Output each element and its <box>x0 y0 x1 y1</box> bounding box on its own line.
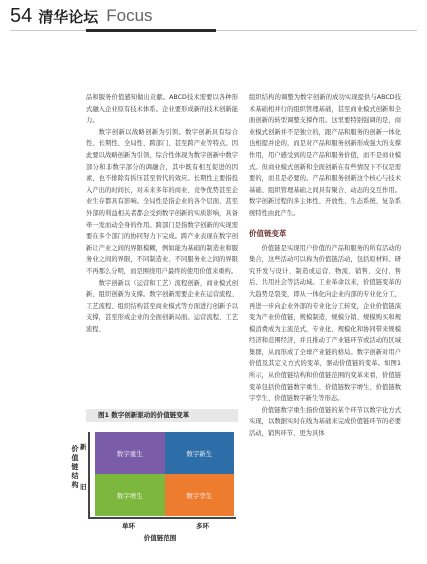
page-header <box>10 2 153 30</box>
cell-label: 数字新生 <box>186 449 213 458</box>
cell-digital-twin <box>165 474 235 516</box>
section-title-english: Focus <box>106 6 153 25</box>
y-tick-old: 旧 <box>80 483 87 491</box>
cell-digital-rebirth <box>95 432 165 474</box>
cell-digital-newborn <box>165 432 235 474</box>
y-axis-label: 价值链结构 <box>71 445 79 489</box>
cell-label: 数字孪生 <box>186 491 213 500</box>
paragraph: 数字创新以（运营和工艺）流程创新，商业模式创新、组织创新为支撑。数字创新需要企业在运营流程、工艺流程、组织结构甚至商业模式等方面进行创新予以支撑，甚至形成企业的全面创新局面。运营流程、工艺流程、 <box>86 279 238 333</box>
section-title: 清华论坛 <box>38 7 99 26</box>
left-column <box>86 92 238 335</box>
cell-label: 数字重生 <box>116 449 143 458</box>
paragraph: 品和服务价值感知做出贡献。ABCD技术需要以各种形式融入企业原有技术体系。企业要形成新的技术创新能力。 <box>86 94 238 125</box>
subheading: 价值链变革 <box>249 228 287 238</box>
page-number: 54 <box>10 4 33 27</box>
x-axis-line <box>88 517 236 519</box>
x-tick-multi: 多环 <box>196 522 209 530</box>
figure-title: 图1 数字创新驱动的价值链变革 <box>98 411 190 419</box>
paragraph: 组织结构的调整为数字创新的成功实现提供与ABCD技术基础相并行的组织管理基础，甚至商业模式创新和全面创新的转型调整支撑作用。这里要特别强调的是，商业模式创新并不是独立的，跟产品和服务的创新一体化也相提并论的，而是对产品和服务创新形成强大的支撑作用，用户感受到的是产品和服务价值，而不是商业模式。但商业模式创新和全面创新在有些情况下不仅是需要的，而且是必要的。产品和服务创新这个核心与技术基础、组织管理基础之间具有聚合、动态的交互作用。数字创新过程的多主体性、开放性、生态系统、复杂系统特性由此产生。 <box>249 94 401 217</box>
y-tick-new: 新 <box>80 443 87 451</box>
cell-digital-growth <box>95 474 165 516</box>
x-axis-label: 价值链范围 <box>143 534 177 542</box>
x-tick-single: 单环 <box>122 522 135 530</box>
paragraph: 价值链是实现用户价值的产品和服务的所有活动的集合，这些活动可以称为价值链活动，包括原材料、研究开发与设计、制造或运营、物流、销售、交付、售后、共用社会等活动域。工业革命以来，价值链变革的大趋势是裂变，即从一体化向企业内部的专业化分工，再进一步向企业外部的专业化分工转变，企业价值链演变为产业价值链，规模制造，规模分销、规模购买和规模消费成为主流范式，专业化、规模化和协同带来规模经济和范围经济，并且推动了产业链环节或活动的区域集群，从而形成了全球产业链的格局。数字创新对用户价值及其定义方式的变革，驱动价值链的变革。如图1所示，从价值链结构和价值链范围的变革来看，价值链变革包括价值链数字重生、价值链数字增生、价值链数字孪生、价值链数字新生等形态。 <box>249 244 401 403</box>
paragraph: 数字创新以战略创新为引领。数字创新具有综合性、长期性、全局性、跨部门、甚至跨产业等特点。因此要以战略创新为引领，综合性体现为数字创新中数字部分和非数字部分的调融合，其中既有相互促进的因素，也不排除有拆压甚至替代的效应。长期性主要指投入产出的时间长，对未来多年的商业、竞争优势甚至企业生存都具有影响。全局性是指企业的各个层面、甚至外部的利益相关者都会受到数字创新的实质影响，具备牵一发而动全身的作用。跨部门是指数字创新的实现需要在多个部门的协同努力下完成。跨产业表现在数字创新让产业之间的界限模糊，例如能为基础的制造业和服务业之间的界限，不同制造业、不同服务业之间的界限不再那么分明，而是围绕用户最终的使用价值来重构。 <box>86 128 238 275</box>
cell-label: 数字增生 <box>116 491 143 500</box>
right-column <box>249 92 401 440</box>
paragraph: 价值链数字重生指价值链的某个环节以数字化方式实现，以数据实时在线为基础来完成价值链环节的必要活动，销售环节、更为具体 <box>249 406 401 438</box>
figure-title-bar <box>86 409 238 422</box>
header-accent-bar <box>86 29 216 32</box>
y-axis-line <box>88 432 90 518</box>
value-chain-matrix <box>95 432 234 516</box>
